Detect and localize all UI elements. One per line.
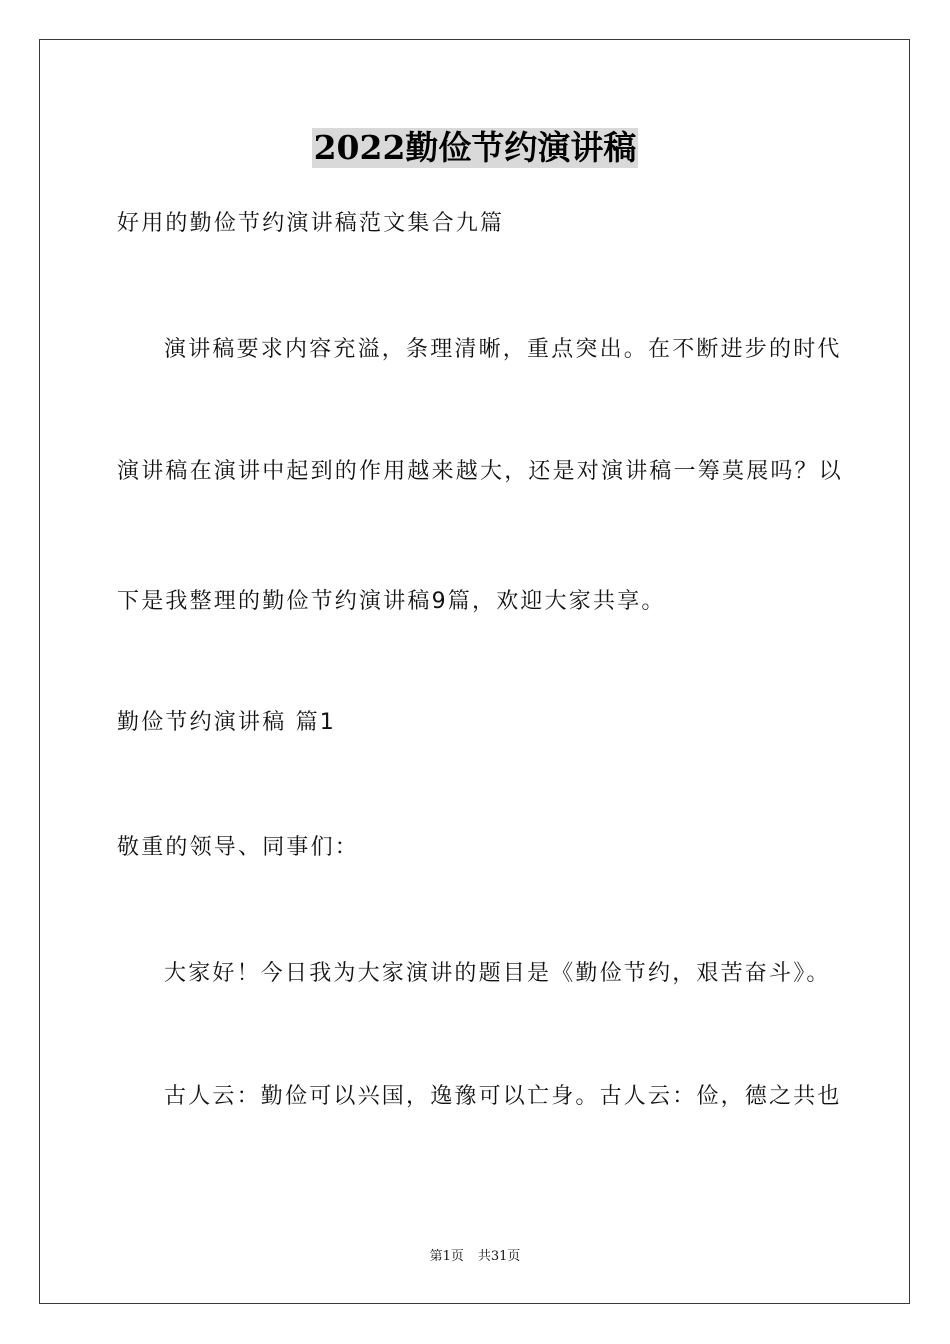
page-number-label: 第1页 bbox=[429, 1249, 464, 1264]
paragraph-line: 下是我整理的勤俭节约演讲稿9篇，欢迎大家共享。 bbox=[117, 589, 666, 614]
document-title bbox=[0, 128, 950, 168]
paragraph-line: 大家好！今日我为大家演讲的题目是《勤俭节约，艰苦奋斗》。 bbox=[164, 961, 831, 986]
paragraph-line: 演讲稿在演讲中起到的作用越来越大，还是对演讲稿一筹莫展吗？以 bbox=[117, 459, 844, 484]
salutation-line: 敬重的领导、同事们： bbox=[117, 835, 360, 860]
subtitle-line: 好用的勤俭节约演讲稿范文集合九篇 bbox=[117, 211, 505, 236]
paragraph-line: 古人云：勤俭可以兴国，逸豫可以亡身。古人云：俭，德之共也 bbox=[164, 1084, 842, 1109]
section-heading: 勤俭节约演讲稿 篇1 bbox=[117, 710, 336, 735]
page-footer bbox=[0, 1248, 950, 1266]
document-title-text: 2022勤俭节约演讲稿 bbox=[313, 128, 637, 167]
page-total-label: 共31页 bbox=[477, 1249, 521, 1264]
paragraph-line: 演讲稿要求内容充溢，条理清晰，重点突出。在不断进步的时代 bbox=[164, 337, 842, 362]
